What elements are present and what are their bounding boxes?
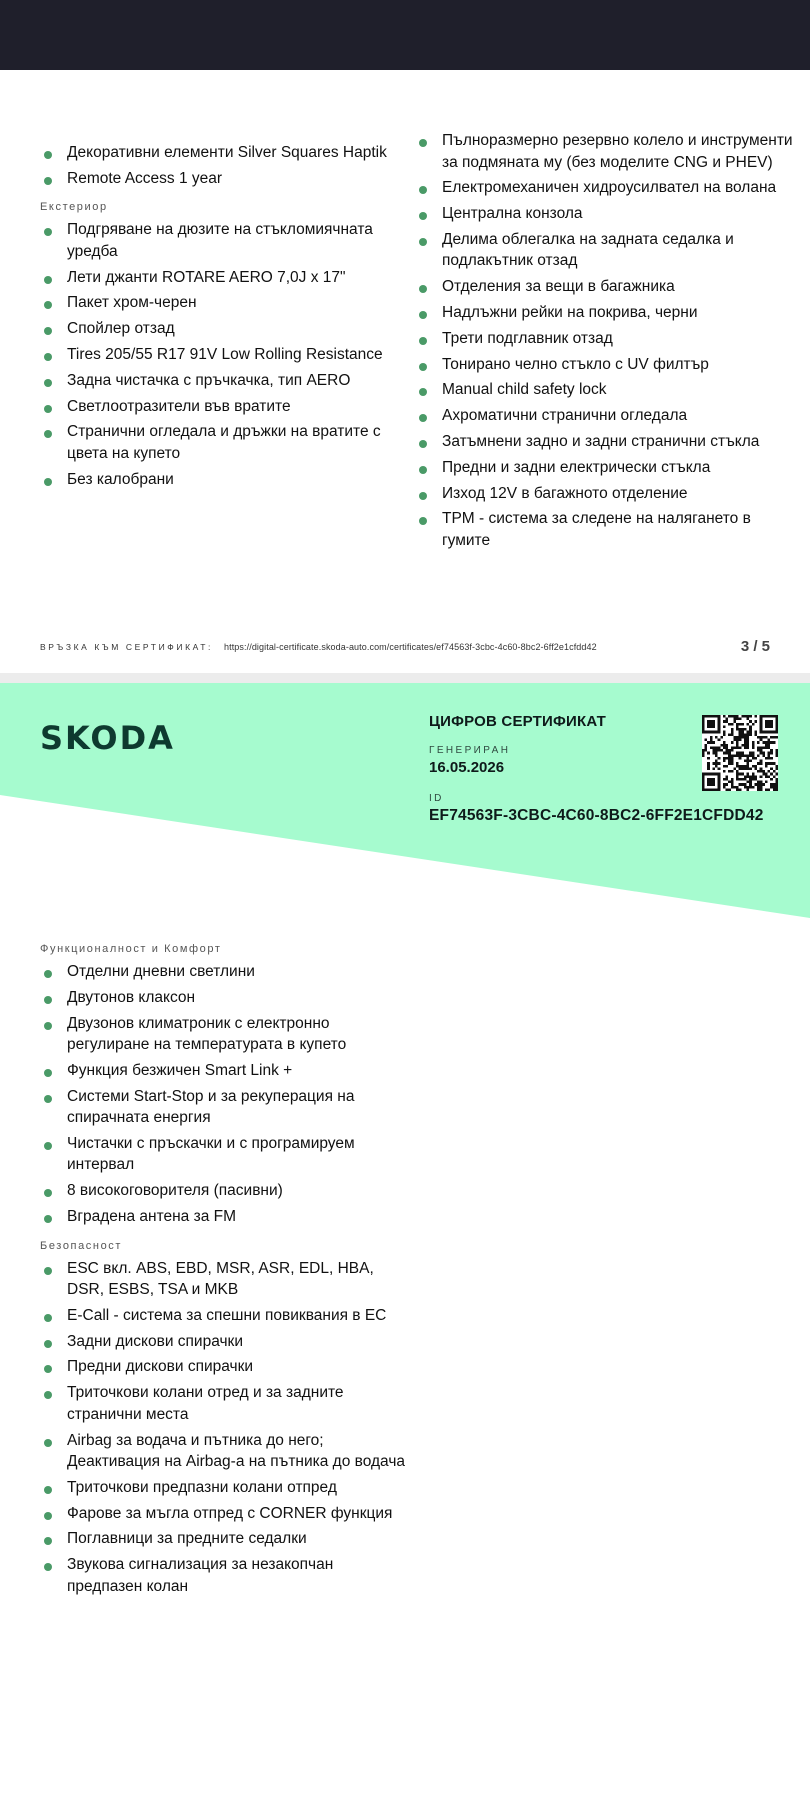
bullet-icon — [419, 139, 427, 147]
list-item: Странични огледала и дръжки на вратите с цвета на купето — [40, 421, 400, 464]
list-item: Отделни дневни светлини — [40, 961, 410, 983]
bullet-icon — [44, 1069, 52, 1077]
list-item: Спойлер отзад — [40, 318, 400, 340]
list-item: Без калобрани — [40, 469, 400, 491]
bullet-icon — [44, 1391, 52, 1399]
bullet-icon — [419, 337, 427, 345]
certificate-page-3 — [0, 70, 810, 673]
page-number: 3 / 5 — [740, 638, 770, 655]
list-item: Централна конзола — [415, 203, 795, 225]
list-item: Двузонов климатроник с електронно регулиране на температурата в купето — [40, 1013, 410, 1056]
feature-list-interior — [415, 130, 795, 551]
list-item: Функция безжичен Smart Link + — [40, 1060, 410, 1082]
list-item: Пълноразмерно резервно колело и инструменти за подмяната му (без моделите CNG и PHEV) — [415, 130, 795, 173]
feature-list-misc — [40, 142, 400, 189]
list-item: Предни дискови спирачки — [40, 1356, 410, 1378]
bullet-icon — [419, 285, 427, 293]
list-item: TPM - система за следене на налягането в гумите — [415, 508, 795, 551]
bullet-icon — [419, 311, 427, 319]
bullet-icon — [419, 186, 427, 194]
certificate-link[interactable]: https://digital-certificate.skoda-auto.com/certificates/ef74563f-3cbc-4c60-8bc2-6ff2e1cfdd42 — [224, 642, 597, 652]
bullet-icon — [44, 379, 52, 387]
bullet-icon — [419, 238, 427, 246]
generated-date: 16.05.2026 — [429, 759, 505, 776]
bullet-icon — [419, 388, 427, 396]
list-item: Декоративни елементи Silver Squares Haptik — [40, 142, 400, 164]
list-item: Manual child safety lock — [415, 379, 795, 401]
bullet-icon — [44, 301, 52, 309]
bullet-icon — [419, 212, 427, 220]
section-label-safety: Безопасност — [40, 1239, 123, 1252]
bullet-icon — [44, 1537, 52, 1545]
list-item: Звукова сигнализация за незакопчан предпазен колан — [40, 1554, 410, 1597]
bullet-icon — [44, 353, 52, 361]
generated-label: ГЕНЕРИРАН — [429, 745, 511, 756]
list-item: Електромеханичен хидроусилвател на волана — [415, 177, 795, 199]
bullet-icon — [44, 228, 52, 236]
bullet-icon — [419, 363, 427, 371]
top-bar — [0, 0, 810, 70]
list-item: Чистачки с пръскачки и с програмируем интервал — [40, 1133, 410, 1176]
certificate-id: EF74563F-3CBC-4C60-8BC2-6FF2E1CFDD42 — [429, 807, 764, 824]
list-item: Пакет хром-черен — [40, 292, 400, 314]
bullet-icon — [44, 1439, 52, 1447]
bullet-icon — [419, 492, 427, 500]
bullet-icon — [419, 517, 427, 525]
feature-list-comfort — [40, 961, 410, 1228]
bullet-icon — [44, 1486, 52, 1494]
bullet-icon — [44, 405, 52, 413]
bullet-icon — [44, 1095, 52, 1103]
list-item: Airbag за водача и пътника до него; Деактивация на Airbag-а на пътника до водача — [40, 1430, 410, 1473]
bullet-icon — [44, 276, 52, 284]
qr-code-icon — [702, 715, 778, 791]
list-item: Ахроматични странични огледала — [415, 405, 795, 427]
features-column — [40, 931, 410, 1602]
list-item: Поглавници за предните седалки — [40, 1528, 410, 1550]
section-label-exterior: Екстериор — [40, 201, 108, 214]
list-item: Предни и задни електрически стъкла — [415, 457, 795, 479]
list-item: Отделения за вещи в багажника — [415, 276, 795, 298]
bullet-icon — [44, 996, 52, 1004]
feature-list-safety — [40, 1258, 410, 1598]
section-label-comfort: Функционалност и Комфорт — [40, 943, 222, 955]
right-column — [415, 130, 795, 556]
feature-list-exterior — [40, 219, 400, 490]
list-item: Светлоотразители във вратите — [40, 396, 400, 418]
list-item: 8 високоговорителя (пасивни) — [40, 1180, 410, 1202]
bullet-icon — [419, 414, 427, 422]
bullet-icon — [44, 430, 52, 438]
bullet-icon — [419, 440, 427, 448]
certificate-footer — [40, 638, 770, 658]
list-item: ESC вкл. ABS, EBD, MSR, ASR, EDL, HBA, DSR, ESBS, TSA и MKB — [40, 1258, 410, 1301]
list-item: Задна чистачка с пръчкачка, тип AERO — [40, 370, 400, 392]
list-item: Remote Access 1 year — [40, 168, 400, 190]
bullet-icon — [44, 1563, 52, 1571]
list-item: E-Call - система за спешни повиквания в ЕС — [40, 1305, 410, 1327]
bullet-icon — [44, 1365, 52, 1373]
bullet-icon — [44, 1314, 52, 1322]
list-item: Изход 12V в багажното отделение — [415, 483, 795, 505]
list-item: Триточкови колани отред и за задните странични места — [40, 1382, 410, 1425]
bullet-icon — [44, 177, 52, 185]
list-item: Подгряване на дюзите на стъкломиячната уредба — [40, 219, 400, 262]
list-item: Триточкови предпазни колани отпред — [40, 1477, 410, 1499]
list-item: Задни дискови спирачки — [40, 1331, 410, 1353]
list-item: Трети подглавник отзад — [415, 328, 795, 350]
list-item: Вградена антена за FM — [40, 1206, 410, 1228]
list-item: Фарове за мъгла отпред с CORNER функция — [40, 1503, 410, 1525]
certificate-link-label: ВРЪЗКА КЪМ СЕРТИФИКАТ: — [40, 642, 213, 652]
bullet-icon — [44, 1142, 52, 1150]
list-item: Тонирано челно стъкло с UV филтър — [415, 354, 795, 376]
certificate-title: ЦИФРОВ СЕРТИФИКАТ — [429, 713, 606, 730]
list-item: Затъмнени задно и задни странични стъкла — [415, 431, 795, 453]
list-item: Двутонов клаксон — [40, 987, 410, 1009]
id-label: ID — [429, 793, 444, 804]
bullet-icon — [44, 478, 52, 486]
bullet-icon — [419, 466, 427, 474]
left-column — [40, 142, 400, 494]
bullet-icon — [44, 1215, 52, 1223]
list-item: Надлъжни рейки на покрива, черни — [415, 302, 795, 324]
bullet-icon — [44, 1512, 52, 1520]
skoda-logo: SKODA — [40, 719, 175, 757]
list-item: Лети джанти ROTARE AERO 7,0J x 17" — [40, 267, 400, 289]
bullet-icon — [44, 1340, 52, 1348]
bullet-icon — [44, 1189, 52, 1197]
page-separator — [0, 673, 810, 683]
bullet-icon — [44, 151, 52, 159]
certificate-page-4 — [0, 683, 810, 1800]
bullet-icon — [44, 327, 52, 335]
list-item: Системи Start-Stop и за рекуперация на спирачната енергия — [40, 1086, 410, 1129]
bullet-icon — [44, 1022, 52, 1030]
list-item: Делима облегалка на задната седалка и подлакътник отзад — [415, 229, 795, 272]
list-item: Tires 205/55 R17 91V Low Rolling Resistance — [40, 344, 400, 366]
bullet-icon — [44, 970, 52, 978]
bullet-icon — [44, 1267, 52, 1275]
